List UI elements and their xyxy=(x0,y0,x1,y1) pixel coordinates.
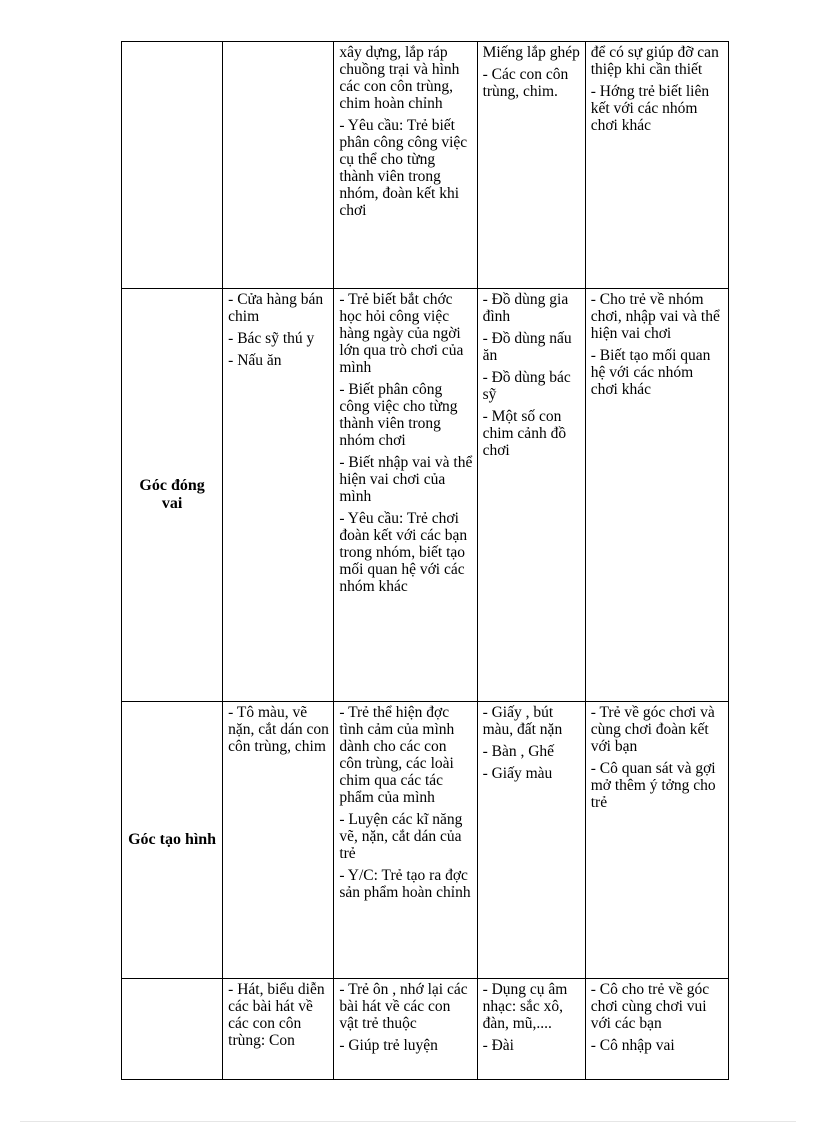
requirement-cell xyxy=(334,42,477,289)
cell-paragraph: - Trẻ ôn , nhớ lại các bài hát về các con vật trẻ thuộc xyxy=(339,981,468,1032)
corner-cell xyxy=(122,979,223,1080)
cell-paragraph: Miếng lắp ghép xyxy=(482,44,580,61)
cell-paragraph: - Cho trẻ về nhóm chơi, nhập vai và thể hiện vai chơi xyxy=(590,291,720,342)
cell-paragraph: - Trẻ thể hiện đợc tình cảm của mình dành cho các con côn trùng, các loài chim qua các tác phẩm của mình xyxy=(339,704,455,806)
cell-paragraph: - Hớng trẻ biết liên kết với các nhóm chơi khác xyxy=(590,83,710,134)
guidance-cell xyxy=(585,979,728,1080)
corner-cell: Góc đóng vai xyxy=(122,289,223,702)
corner-cell xyxy=(122,42,223,289)
content-cell xyxy=(223,42,334,289)
materials-cell xyxy=(477,42,585,289)
cell-paragraph: - Trẻ biết bắt chớc học hỏi công việc hàng ngày của ngời lớn qua trò chơi của mình xyxy=(339,291,464,376)
cell-paragraph: - Giúp trẻ luyện xyxy=(339,1037,438,1054)
cell-paragraph: - Cô quan sát và gợi mở thêm ý tởng cho trẻ xyxy=(590,760,716,811)
content-cell xyxy=(223,289,334,702)
requirement-cell xyxy=(334,289,477,702)
cell-paragraph: - Đồ dùng bác sỹ xyxy=(482,369,571,403)
materials-cell xyxy=(477,702,585,979)
table-row xyxy=(122,42,729,289)
cell-paragraph: - Một số con chim cảnh đồ chơi xyxy=(482,408,567,459)
cell-paragraph: - Đồ dùng nấu ăn xyxy=(482,330,572,364)
cell-paragraph: - Bác sỹ thú y xyxy=(228,330,315,347)
cell-paragraph: - Biết nhập vai và thể hiện vai chơi của mình xyxy=(339,454,473,505)
cell-paragraph: - Cô cho trẻ về góc chơi cùng chơi vui với các bạn xyxy=(590,981,710,1032)
cell-paragraph: - Trẻ về góc chơi và cùng chơi đoàn kết với bạn xyxy=(590,704,715,755)
table-row xyxy=(122,979,729,1080)
cell-paragraph: - Cửa hàng bán chim xyxy=(228,291,324,325)
cell-paragraph: - Cô nhập vai xyxy=(590,1037,675,1054)
materials-cell xyxy=(477,979,585,1080)
cell-paragraph: - Yêu cầu: Trẻ chơi đoàn kết với các bạn trong nhóm, biết tạo mối quan hệ với các nhóm khác xyxy=(339,510,468,595)
materials-cell xyxy=(477,289,585,702)
cell-paragraph: - Đồ dùng gia đình xyxy=(482,291,569,325)
page-bottom-rule xyxy=(20,1121,796,1122)
guidance-cell xyxy=(585,289,728,702)
cell-paragraph: để có sự giúp đỡ can thiệp khi cần thiết xyxy=(590,44,719,78)
corner-cell: Góc tạo hình xyxy=(122,702,223,979)
cell-paragraph: - Yêu cầu: Trẻ biết phân công công việc cụ thể cho từng thành viên trong nhóm, đoàn kết khi chơi xyxy=(339,117,468,219)
content-cell xyxy=(223,702,334,979)
guidance-cell xyxy=(585,42,728,289)
cell-paragraph: - Luyện các kĩ năng vẽ, nặn, cắt dán của trẻ xyxy=(339,811,463,862)
cell-paragraph: - Nấu ăn xyxy=(228,352,282,369)
cell-paragraph: - Tô màu, vẽ nặn, cắt dán con côn trùng, chim xyxy=(228,704,329,755)
cell-paragraph: - Giấy màu xyxy=(482,765,553,782)
cell-paragraph: - Y/C: Trẻ tạo ra đợc sản phẩm hoàn chỉnh xyxy=(339,867,471,901)
activity-plan-table xyxy=(121,41,729,1080)
table-row xyxy=(122,702,729,979)
table-row xyxy=(122,289,729,702)
cell-paragraph: - Giấy , bút màu, đất nặn xyxy=(482,704,563,738)
cell-paragraph: - Biết tạo mối quan hệ với các nhóm chơi khác xyxy=(590,347,711,398)
cell-paragraph: - Bàn , Ghế xyxy=(482,743,555,760)
content-cell xyxy=(223,979,334,1080)
cell-paragraph: - Biết phân công công việc cho từng thành viên trong nhóm chơi xyxy=(339,381,458,449)
guidance-cell xyxy=(585,702,728,979)
cell-paragraph: - Dụng cụ âm nhạc: sắc xô, đàn, mũ,.... xyxy=(482,981,568,1032)
cell-paragraph: - Các con côn trùng, chim. xyxy=(482,66,569,100)
requirement-cell xyxy=(334,979,477,1080)
cell-paragraph: xây dựng, lắp ráp chuồng trại và hình các con côn trùng, chim hoàn chỉnh xyxy=(339,44,460,112)
cell-paragraph: - Hát, biểu diễn các bài hát về các con côn trùng: Con xyxy=(228,981,325,1049)
requirement-cell xyxy=(334,702,477,979)
cell-paragraph: - Đài xyxy=(482,1037,514,1054)
